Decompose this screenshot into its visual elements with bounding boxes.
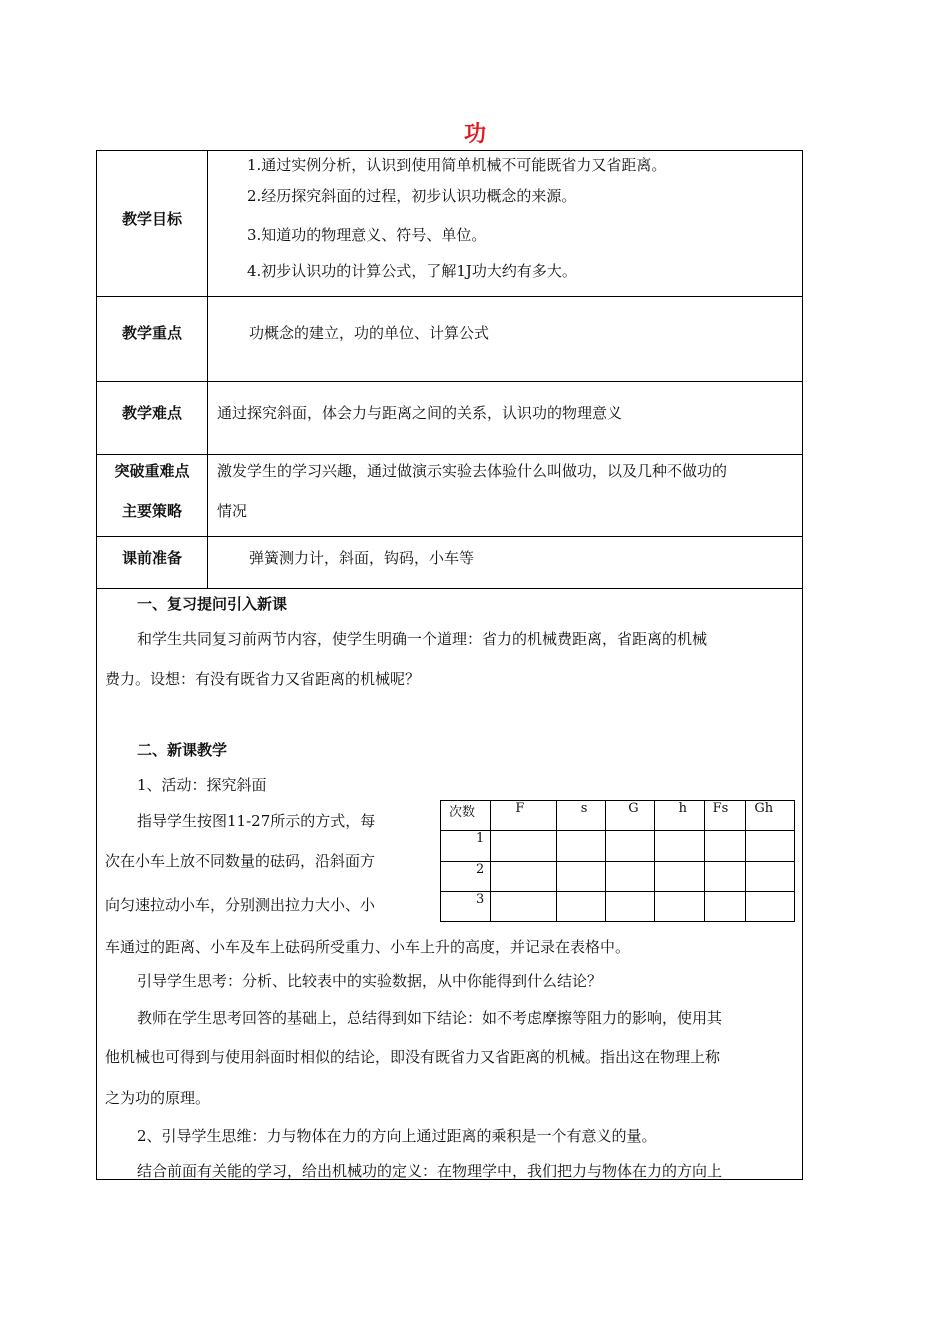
table-cell (704, 831, 746, 861)
paragraph-line: 次在小车上放不同数量的砝码，沿斜面方 (105, 852, 376, 870)
activity-heading: 1、活动：探究斜面 (137, 776, 267, 794)
paragraph-line: 和学生共同复习前两节内容，使学生明确一个道理：省力的机械费距离，省距离的机械 (137, 630, 708, 648)
table-cell (606, 891, 654, 921)
difficulty-label: 教学难点 (121, 404, 182, 422)
goals-label: 教学目标 (121, 210, 182, 228)
table-cell (704, 861, 746, 891)
table-cell (746, 891, 795, 921)
table-cell (606, 831, 654, 861)
prep-label: 课前准备 (121, 549, 182, 567)
paragraph-line: 之为功的原理。 (105, 1089, 211, 1107)
strategy-label: 突破重难点 (114, 462, 190, 480)
table-header: s (556, 801, 606, 831)
table-cell (491, 831, 556, 861)
goal-item: 2.经历探究斜面的过程，初步认识功概念的来源。 (247, 187, 577, 205)
prep-text: 弹簧测力计，斜面，钩码，小车等 (249, 549, 475, 567)
table-cell: 1 (441, 831, 491, 861)
paragraph-line: 2、引导学生思维：力与物体在力的方向上通过距离的乘积是一个有意义的量。 (137, 1127, 657, 1145)
paragraph-line: 引导学生思考：分析、比较表中的实验数据，从中你能得到什么结论？ (137, 972, 603, 990)
table-cell (704, 891, 746, 921)
page-title: 功 (463, 122, 486, 147)
table-row (441, 891, 795, 921)
table-cell (746, 831, 795, 861)
table-cell: 3 (441, 891, 491, 921)
paragraph-line: 教师在学生思考回答的基础上，总结得到如下结论：如不考虑摩擦等阻力的影响，使用其 (137, 1009, 723, 1027)
table-cell: 2 (441, 861, 491, 891)
paragraph-line: 费力。设想：有没有既省力又省距离的机械呢？ (105, 670, 421, 688)
table-header-row (441, 801, 795, 831)
table-cell (491, 861, 556, 891)
strategy-label: 主要策略 (121, 502, 182, 520)
section-heading: 二、新课教学 (137, 741, 228, 759)
table-cell (556, 861, 606, 891)
paragraph-line: 车通过的距离、小车及车上砝码所受重力、小车上升的高度，并记录在表格中。 (105, 938, 631, 956)
difficulty-text: 通过探究斜面，体会力与距离之间的关系，认识功的物理意义 (217, 404, 623, 422)
table-cell (654, 891, 704, 921)
key-points-label: 教学重点 (121, 324, 182, 342)
table-header: 次数 (441, 801, 491, 831)
section-heading: 一、复习提问引入新课 (137, 595, 288, 613)
row-divider (97, 454, 802, 455)
table-cell (746, 861, 795, 891)
row-divider (97, 381, 802, 382)
experiment-table (440, 800, 795, 922)
strategy-text: 情况 (217, 502, 248, 520)
table-cell (556, 891, 606, 921)
table-header: Gh (746, 801, 795, 831)
table-row (441, 861, 795, 891)
row-divider (97, 588, 802, 589)
paragraph-line: 向匀速拉动小车，分别测出拉力大小、小 (105, 896, 376, 914)
goal-item: 4.初步认识功的计算公式，了解1J功大约有多大。 (247, 262, 577, 280)
table-cell (606, 861, 654, 891)
table-cell (491, 891, 556, 921)
key-points-text: 功概念的建立，功的单位、计算公式 (249, 324, 490, 342)
table-cell (556, 831, 606, 861)
table-header: h (654, 801, 704, 831)
table-cell (654, 861, 704, 891)
column-divider (207, 151, 208, 588)
table-header: Fs (704, 801, 746, 831)
goal-item: 1.通过实例分析，认识到使用简单机械不可能既省力又省距离。 (247, 156, 667, 174)
table-cell (654, 831, 704, 861)
table-row (441, 831, 795, 861)
table-header: F (491, 801, 556, 831)
table-header: G (606, 801, 654, 831)
row-divider (97, 296, 802, 297)
goal-item: 3.知道功的物理意义、符号、单位。 (247, 226, 487, 244)
strategy-text: 激发学生的学习兴趣，通过做演示实验去体验什么叫做功，以及几种不做功的 (217, 462, 728, 480)
row-divider (97, 536, 802, 537)
paragraph-line: 他机械也可得到与使用斜面时相似的结论，即没有既省力又省距离的机械。指出这在物理上称 (105, 1048, 721, 1066)
paragraph-line: 结合前面有关能的学习，给出机械功的定义：在物理学中，我们把力与物体在力的方向上 (137, 1162, 723, 1180)
lesson-plan-table (96, 150, 803, 1180)
paragraph-line: 指导学生按图11-27所示的方式，每 (137, 812, 376, 830)
